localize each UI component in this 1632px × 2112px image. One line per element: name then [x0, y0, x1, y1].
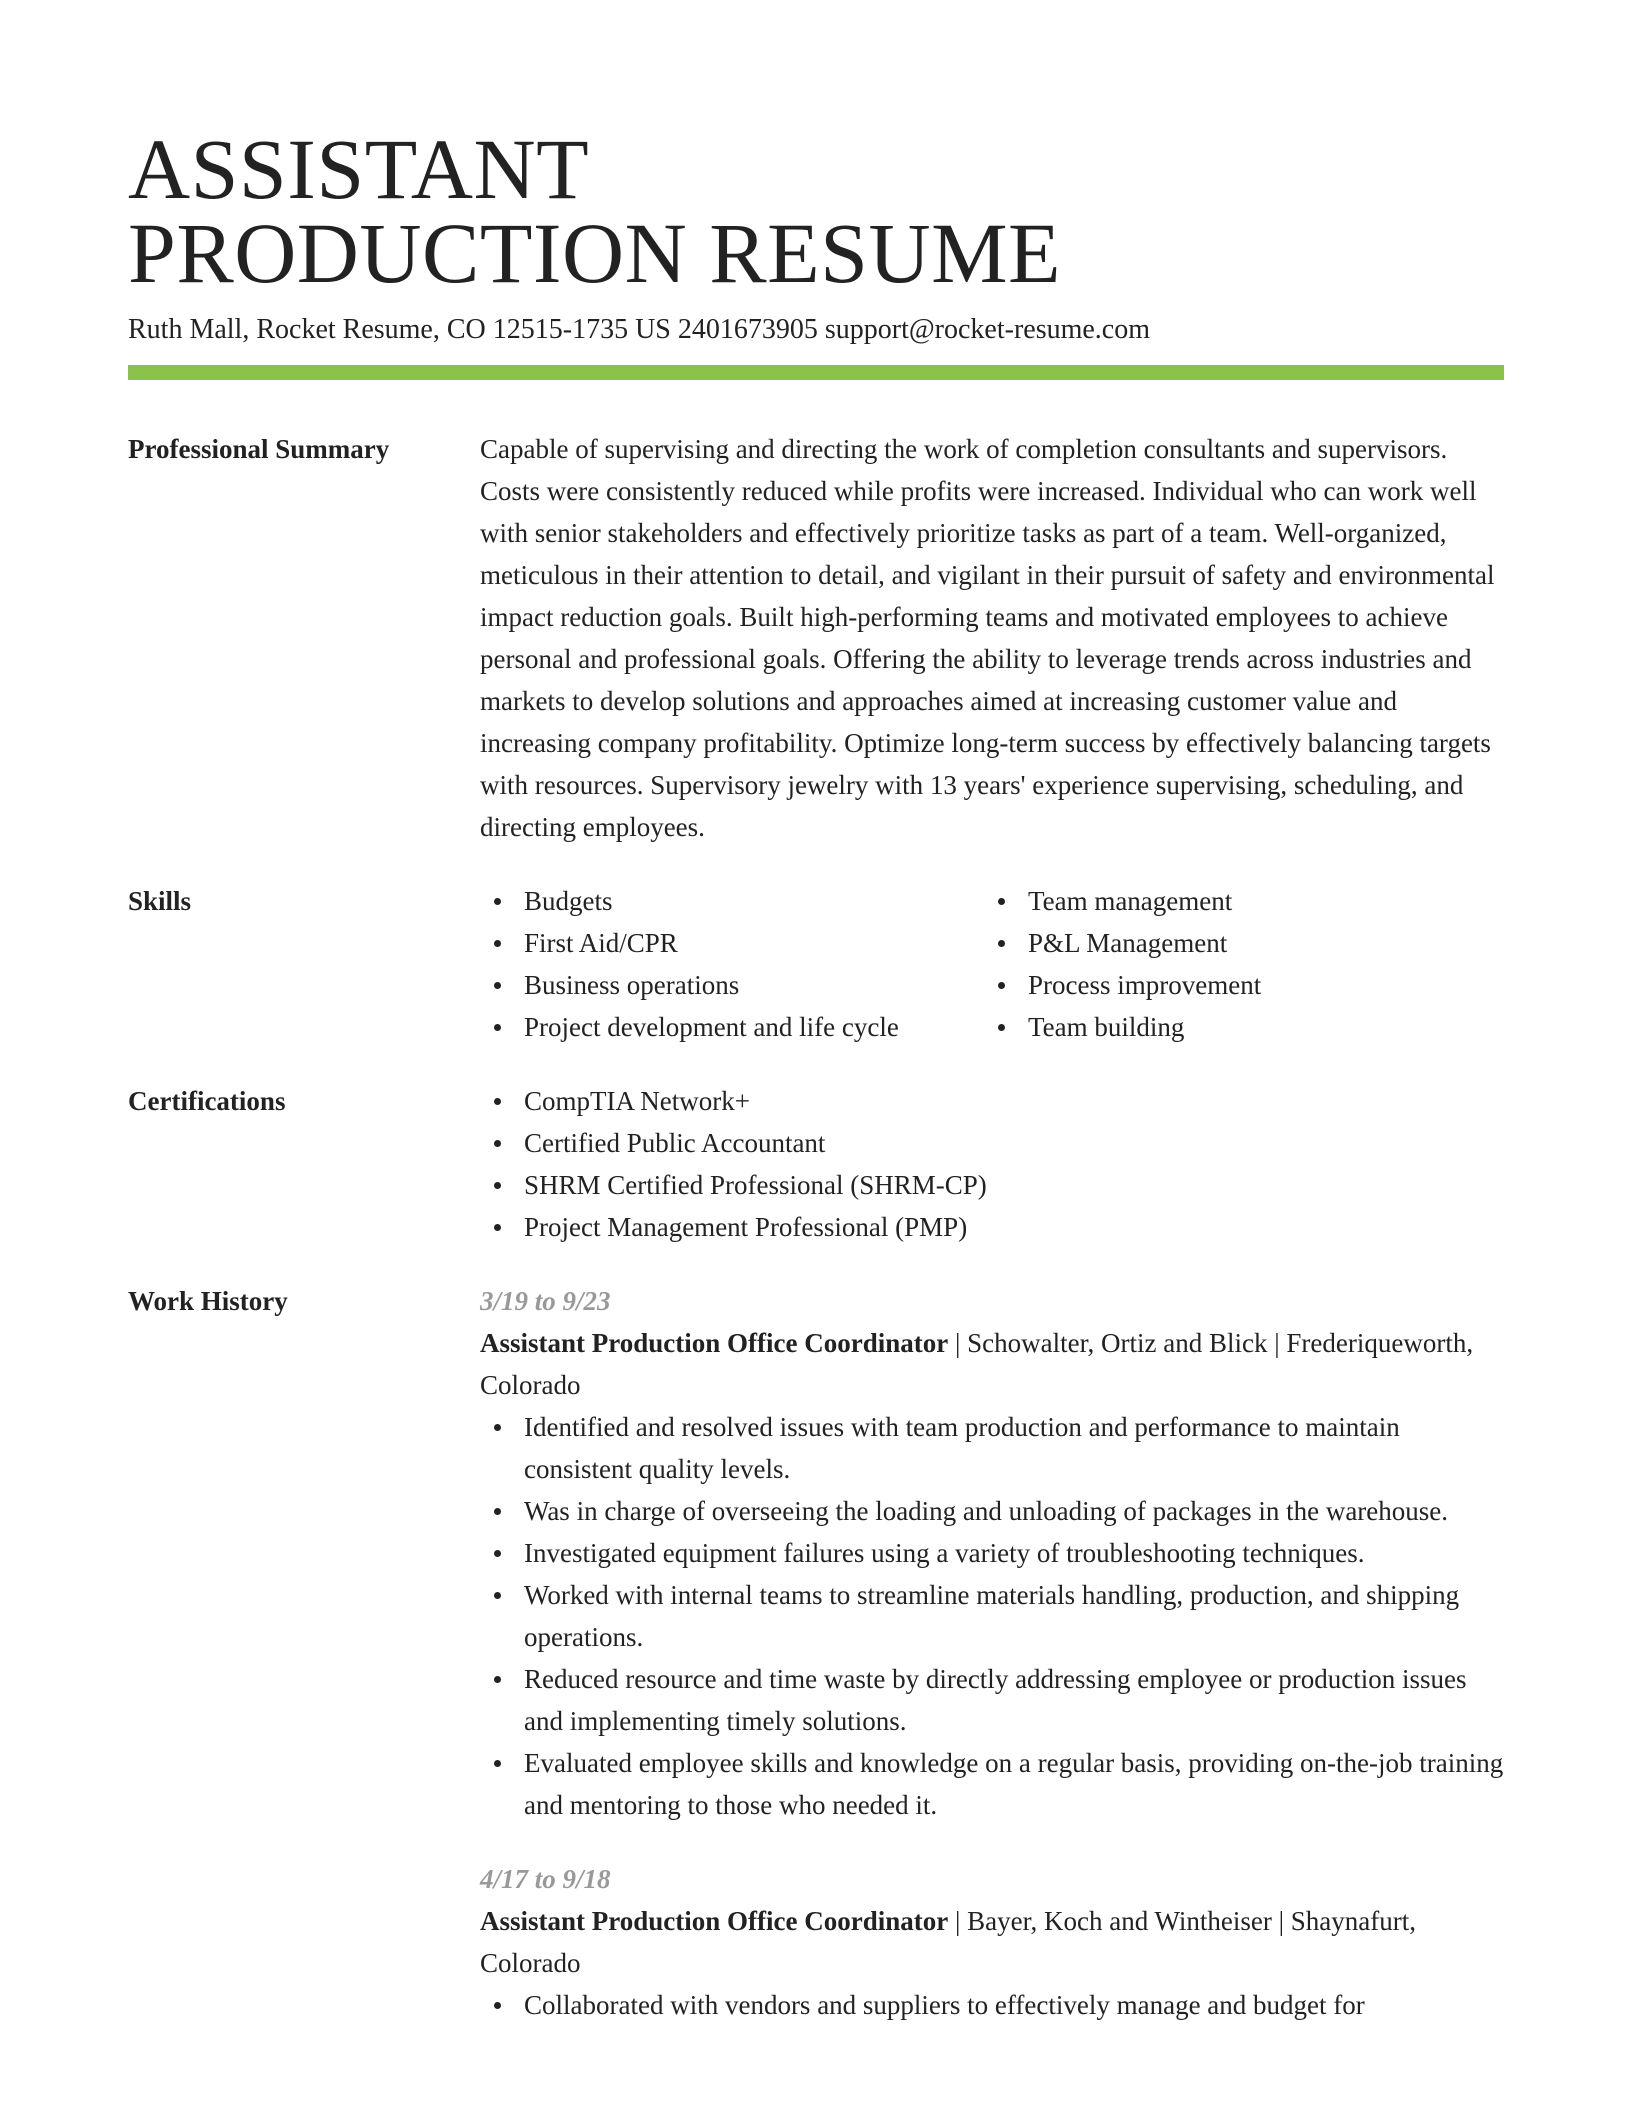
job-bullet: Was in charge of overseeing the loading and unloading of packages in the warehouse.: [480, 1490, 1504, 1532]
job-employer-location: | Bayer, Koch and Wintheiser | Shaynafurt, Colorado: [480, 1906, 1417, 1978]
job-title-line: [480, 1322, 1504, 1406]
job-title: Assistant Production Office Coordinator: [480, 1328, 949, 1358]
certification-item: SHRM Certified Professional (SHRM-CP): [480, 1164, 1504, 1206]
certifications-body: [480, 1080, 1504, 1248]
job-bullet: Worked with internal teams to streamline materials handling, production, and shipping operations.: [480, 1574, 1504, 1658]
skill-item: Process improvement: [984, 964, 1488, 1006]
section-label-work-history: Work History: [128, 1286, 288, 1316]
skills-list-left: [480, 880, 984, 1048]
job-entry: [480, 1280, 1504, 1826]
contact-info: Ruth Mall, Rocket Resume, CO 12515-1735 US 2401673905 support@rocket-resume.com: [128, 314, 1150, 345]
job-bullet: Evaluated employee skills and knowledge on a regular basis, providing on-the-job training and mentoring to those who needed it.: [480, 1742, 1504, 1826]
resume-title-line-2: PRODUCTION RESUME: [128, 205, 1062, 301]
section-label-skills: Skills: [128, 886, 192, 916]
resume-title-line-1: ASSISTANT: [128, 121, 590, 217]
skills-list-right: [984, 880, 1488, 1048]
job-entry: [480, 1858, 1504, 2026]
skill-item: Business operations: [480, 964, 984, 1006]
skill-item: Team management: [984, 880, 1488, 922]
section-certifications: [128, 1080, 1504, 1248]
job-employer-location: | Schowalter, Ortiz and Blick | Frederiqueworth, Colorado: [480, 1328, 1474, 1400]
job-bullet: Investigated equipment failures using a variety of troubleshooting techniques.: [480, 1532, 1504, 1574]
skills-grid: [480, 880, 1504, 1048]
section-label-summary: Professional Summary: [128, 434, 390, 464]
section-skills: [128, 880, 1504, 1048]
skills-column-right: [984, 880, 1488, 1048]
skills-body: [480, 880, 1504, 1048]
job-dates: 3/19 to 9/23: [480, 1286, 611, 1316]
job-bullet: Reduced resource and time waste by directly addressing employee or production issues and implementing timely solutions.: [480, 1658, 1504, 1742]
skill-item: Team building: [984, 1006, 1488, 1048]
section-work-history: [128, 1280, 1504, 2026]
certification-item: CompTIA Network+: [480, 1080, 1504, 1122]
certification-item: Certified Public Accountant: [480, 1122, 1504, 1164]
job-bullet: Collaborated with vendors and suppliers to effectively manage and budget for: [480, 1984, 1504, 2026]
work-history-body: [480, 1280, 1504, 2026]
header-divider: [128, 365, 1504, 380]
skill-item: Budgets: [480, 880, 984, 922]
summary-text: Capable of supervising and directing the work of completion consultants and supervisors. Costs were consistently reduced while profits were increased. Individual who can work well with senior stakeholders and effectively prioritize tasks as part of a team. Well-organized, meticulous in their attention to detail, and vigilant in their pursuit of safety and environmental impact reduction goals. Built high-performing teams and motivated employees to achieve personal and professional goals. Offering the ability to leverage trends across industries and markets to develop solutions and approaches aimed at increasing customer value and increasing company profitability. Optimize long-term success by effectively balancing targets with resources. Supervisory jewelry with 13 years' experience supervising, scheduling, and directing employees.: [480, 434, 1495, 842]
section-label-certifications: Certifications: [128, 1086, 286, 1116]
skill-item: Project development and life cycle: [480, 1006, 984, 1048]
job-bullet-list: [480, 1406, 1504, 1826]
skill-item: First Aid/CPR: [480, 922, 984, 964]
resume-title: [128, 121, 1504, 301]
job-title: Assistant Production Office Coordinator: [480, 1906, 949, 1936]
certifications-list: [480, 1080, 1504, 1248]
skills-column-left: [480, 880, 984, 1048]
skill-item: P&L Management: [984, 922, 1488, 964]
job-bullet: Identified and resolved issues with team production and performance to maintain consistent quality levels.: [480, 1406, 1504, 1490]
job-bullet-list: [480, 1984, 1504, 2026]
job-title-line: [480, 1900, 1504, 1984]
resume-page: [128, 121, 1504, 2026]
job-dates: 4/17 to 9/18: [480, 1864, 611, 1894]
certification-item: Project Management Professional (PMP): [480, 1206, 1504, 1248]
section-professional-summary: [128, 428, 1504, 848]
